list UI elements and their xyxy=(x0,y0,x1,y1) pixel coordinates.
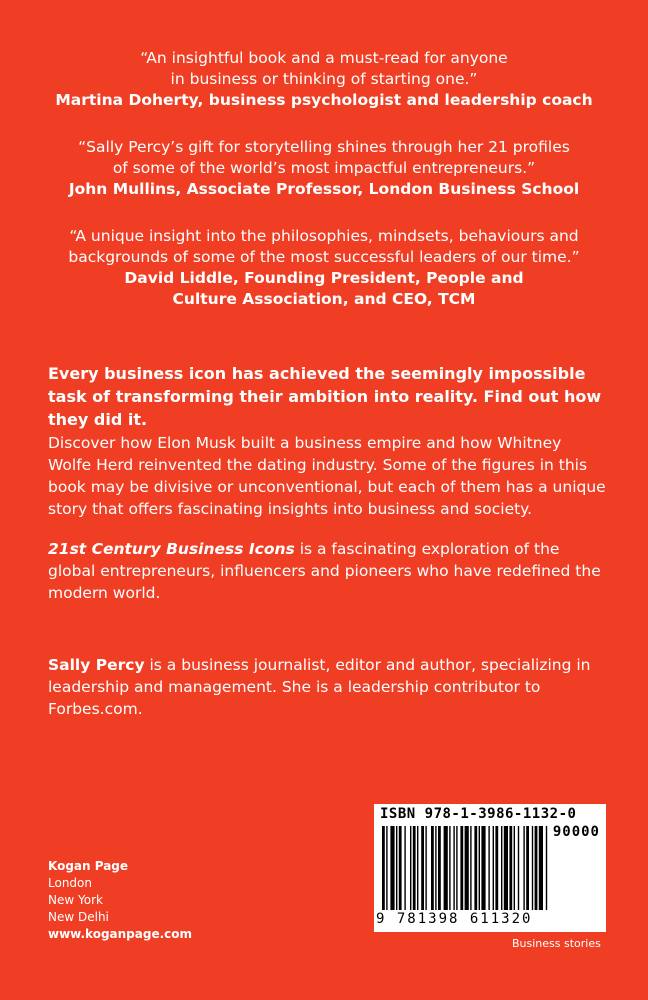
book-summary-text: is a fascinating exploration of the global entrepreneurs, influencers and pioneers who have redefined the modern world. xyxy=(48,540,601,602)
publisher-city: New York xyxy=(48,893,103,907)
publisher-info xyxy=(48,858,192,943)
quote-text: “An insightful book and a must-read for anyone in business or thinking of starting one.” xyxy=(140,49,508,88)
publisher-city: London xyxy=(48,876,92,890)
price-code: 90000 xyxy=(552,824,600,840)
description-paragraph: Discover how Elon Musk built a business empire and how Whitney Wolfe Herd reinvented the dating industry. Some of the figures in this book may be divisive or unconventional, but each of them has a unique story that offers fascinating insights into business and society. xyxy=(48,434,606,518)
author-bio-text: is a business journalist, editor and author, specializing in leadership and management. She is a leadership contributor to Forbes.com. xyxy=(48,656,591,718)
ean-digits: 9 781398 611320 xyxy=(376,911,533,927)
quote-attribution: David Liddle, Founding President, People and Culture Association, and CEO, TCM xyxy=(124,269,524,308)
endorsements xyxy=(0,48,648,336)
quote-text: “A unique insight into the philosophies, mindsets, behaviours and backgrounds of some of the most successful leaders of our time.” xyxy=(68,227,580,266)
isbn-label: ISBN 978-1-3986-1132-0 xyxy=(380,806,577,822)
lead-statement: Every business icon has achieved the seemingly impossible task of transforming their ambition into reality. Find out how they did it. xyxy=(48,364,602,429)
author-name: Sally Percy xyxy=(48,656,145,674)
publisher-city: New Delhi xyxy=(48,910,109,924)
barcode-bars-icon xyxy=(382,826,598,912)
publisher-url: www.koganpage.com xyxy=(48,927,193,941)
book-category: Business stories xyxy=(512,937,601,950)
quote-attribution: Martina Doherty, business psychologist and leadership coach xyxy=(55,91,593,109)
quote-attribution: John Mullins, Associate Professor, London Business School xyxy=(68,180,580,198)
author-bio xyxy=(48,654,608,720)
quote-text: “Sally Percy’s gift for storytelling shines through her 21 profiles of some of the world’s most impactful entrepreneurs.” xyxy=(78,138,570,177)
book-title: 21st Century Business Icons xyxy=(48,540,295,558)
isbn-barcode xyxy=(374,804,606,932)
endorsement-quote xyxy=(0,137,648,200)
endorsement-quote xyxy=(0,48,648,111)
endorsement-quote xyxy=(0,226,648,310)
publisher-name: Kogan Page xyxy=(48,859,129,873)
book-summary-paragraph xyxy=(48,538,608,604)
